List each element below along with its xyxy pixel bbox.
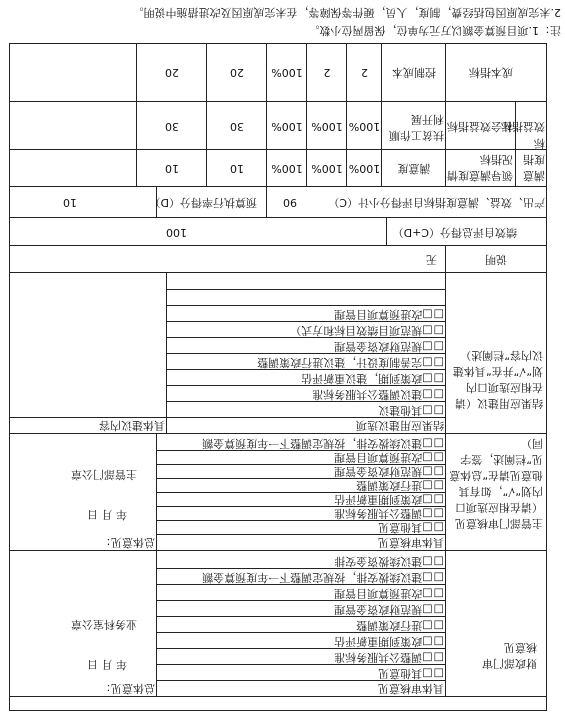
social-c3: 100% [348,120,381,133]
dept-header-b: 总体意见： [100,536,155,549]
dept-option-6[interactable]: □ □改进预算项目管理 [334,451,444,464]
dept-option-7[interactable]: □ □建议续拨安排，按规定调整下一年度预算金额 [202,437,444,450]
cost-c2: 控制成本 [392,66,436,79]
result-header-a: 结果应用建议选项 [356,419,444,432]
table-left-border [546,43,547,711]
table-bottom-border [9,43,547,44]
result-left-label: 结果应用建议（请在相应选项口内划“√”并在“具体建议内容”栏阐述） [452,349,543,410]
remark-value: 无 [426,253,437,266]
finance-header-b: 总体意见： [100,682,155,695]
dept-date: 年 月 日 [87,508,127,521]
result-option-1[interactable]: □ □其他建议 [378,404,444,417]
finance-option-5[interactable]: □ □规范财政资金管理 [334,603,444,616]
satis-c2: 满意度 [397,162,431,175]
dept-header-a: 具体审核意见 [378,536,444,549]
finance-option-3[interactable]: □ □政策到期重新评估 [334,635,444,648]
finance-option-1[interactable]: □ □其他意见 [378,667,444,680]
dept-left-label: 主管部门审核意见（请在相应选项口内划“√”，如有其他意见请在“总体意见”栏阐述，签字同） [449,437,543,530]
evaluation-table [9,43,547,711]
total-label: 绩效自评总得分（C+D） [392,226,517,239]
social-c5: 100% [271,120,303,133]
cost-c6: 20 [230,66,244,79]
note-1: 注：1.项目预算金额以万元为单位，保留两位小数。 [308,24,561,37]
note-2: 2.未完成原因包括经费，制度，人员，硬件等保障等，在未完成原因及改进措施中说明。 [132,6,561,19]
total-value: 100 [166,226,187,239]
dept-option-2[interactable]: □ □调整公共服务标准 [334,507,444,520]
cost-c7: 20 [165,66,179,79]
satis-c7: 10 [165,162,179,175]
satis-c3: 100% [348,162,381,175]
finance-header-a: 具体审核意见 [378,682,444,695]
finance-option-4[interactable]: □ □进行政策调整 [356,619,444,632]
subtotal-d-value: 10 [63,196,77,209]
satis-c1: 领导满意度情况指标 [447,153,513,182]
cost-c3: 2 [361,66,368,79]
cost-c5: 100% [271,66,303,79]
subtotal-label: 产出、效益、满意度指标自评得分小计（C） [328,196,545,209]
finance-option-2[interactable]: □ □调整公共服务标准 [334,651,444,664]
finance-option-6[interactable]: □ □改进预算项目管理 [334,587,444,600]
benefit-group: 效益指标 [501,120,545,133]
social-c7: 30 [165,120,179,133]
result-header-b: 具体建议内容 [99,419,165,432]
result-option-4[interactable]: □ □完善制度设计，建议进行政策调整 [257,356,444,369]
social-c1: 社会效益指标 [447,120,513,133]
subtotal-c-value: 90 [283,196,297,209]
social-c2: 扶贫工作顺利开展 [389,113,444,142]
social-c4: 100% [311,120,343,133]
dept-option-1[interactable]: □ □其他意见 [378,521,444,534]
finance-option-7[interactable]: □ □建议续拨安排，按规定调整下一年度预算金额 [202,571,444,584]
satis-group: 满意度指标 [523,137,545,182]
dept-option-5[interactable]: □ □规范财政资金管理 [334,465,444,478]
dept-sign: 主管部门公章 [71,468,137,481]
finance-sign: 业务科室公章 [71,618,137,631]
finance-left-label: 财政部门审核意见 [482,641,537,670]
table-right-border [9,43,10,711]
result-option-5[interactable]: □ □规范财政资金管理 [334,340,444,353]
remark-label: 说明 [485,253,507,266]
result-option-2[interactable]: □ □建议调整公共服务标准 [312,388,444,401]
finance-option-8[interactable]: □ □建议续拨资金安排 [334,555,444,568]
satis-c4: 100% [311,162,343,175]
satis-c5: 100% [271,162,303,175]
result-option-6[interactable]: □ □规范项目绩效目标和方式） [290,324,444,337]
cost-c1: 成本指标 [469,66,513,79]
table-top-border [9,710,547,711]
cost-c4: 2 [323,66,331,79]
satis-c6: 10 [230,162,244,175]
dept-option-4[interactable]: □ □进行政策调整 [356,479,444,492]
dept-option-3[interactable]: □ □政策到期重新评估 [334,493,444,506]
result-option-7[interactable]: □ □改进预算项目管理 [334,308,444,321]
result-option-3[interactable]: □ □政策到期，建议重新评估 [301,372,444,385]
social-c6: 30 [230,120,244,133]
finance-date: 年 月 日 [87,658,127,671]
subtotal-d-label: 预算执行率得分（D） [149,196,257,209]
